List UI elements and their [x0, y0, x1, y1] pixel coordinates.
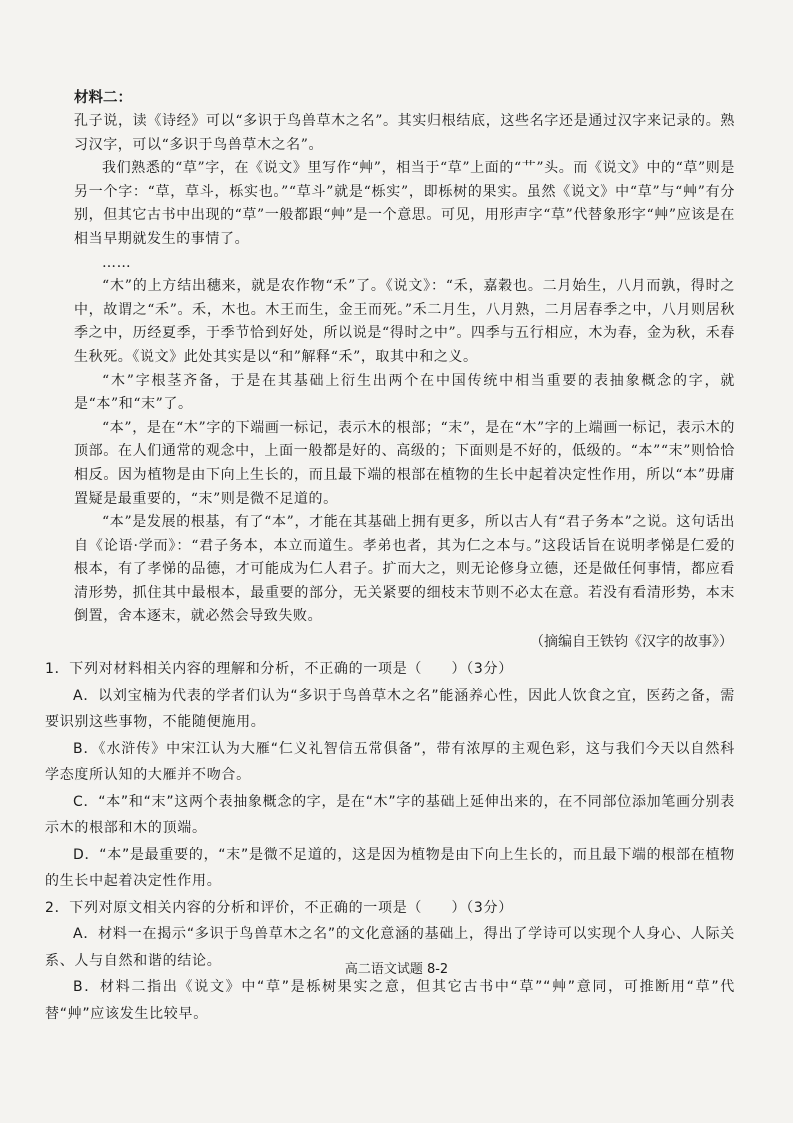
passage-paragraph: “本”是发展的根基，有了“本”，才能在其基础上拥有更多，所以古人有“君子务本”之说。这句话出自《论语·学而》：“君子务本，本立而道生。孝弟也者，其为仁之本与。”这段话旨在说明孝悌是仁爱的根本，有了孝悌的品德，才可能成为仁人君子。扩而大之，则无论修身立德，还是做任何事情，都应看清形势，抓住其中最根本，最重要的部分，无关紧要的细枝末节则不必太在意。若没有看清形势，本末倒置，舍本逐末，就必然会导致失败。: [74, 514, 735, 625]
option-a: A．材料一在揭示“多识于鸟兽草木之名”的文化意涵的基础上，得出了学诗可以实现个人身心、人际关系、人与自然和谐的结论。: [45, 926, 735, 969]
passage-paragraph: 我们熟悉的“草”字，在《说文》里写作“艸”，相当于“草”上面的“艹”头。而《说文》中的“草”则是另一个字：“草，草斗，栎实也。”“草斗”就是“栎实”，即栎树的果实。虽然《说文》中“草”与“艸”有分别，但其它古书中出现的“草”一般都跟“艸”是一个意思。可见，用形声字“草”代替象形字“艸”应该是在相当早期就发生的事情了。: [74, 160, 735, 247]
passage-paragraph: 孔子说，读《诗经》可以“多识于鸟兽草木之名”。其实归根结底，这些名字还是通过汉字来记录的。熟习汉字，可以“多识于鸟兽草木之名”。: [74, 113, 735, 153]
passage-paragraph: “木”字根茎齐备，于是在其基础上衍生出两个在中国传统中相当重要的表抽象概念的字，就是“本”和“末”了。: [74, 372, 735, 413]
passage-ellipsis: ……: [102, 254, 132, 271]
passage: [74, 110, 735, 629]
source-citation: （摘编自王铁钧《汉字的故事》）: [530, 634, 733, 651]
question-stem: 1．下列对材料相关内容的理解和分析，不正确的一项是（ ）（3分）: [45, 661, 513, 678]
question-1: [45, 656, 735, 895]
material-heading: 材料二：: [74, 89, 132, 106]
option-c: C．“本”和“末”这两个表抽象概念的字，是在“木”字的基础上延伸出来的，在不同部位添加笔画分别表示木的根部和木的顶端。: [45, 793, 735, 837]
option-d: D．“本”是最重要的，“末”是微不足道的，这是因为植物是由下向上生长的，而且最下端的根部在植物的生长中起着决定性作用。: [45, 846, 735, 890]
option-a: A．以刘宝楠为代表的学者们认为“多识于鸟兽草木之名”能涵养心性，因此人饮食之宜，医药之备，需要识别这些事物，不能随便施用。: [45, 687, 735, 731]
passage-paragraph: “木”的上方结出穗来，就是农作物“禾”了。《说文》：“禾，嘉穀也。二月始生，八月而孰，得时之中，故谓之“禾”。禾，木也。木王而生，金王而死。”禾二月生，八月熟，二月居春季之中，八月则居秋季之中，历经夏季，于季节恰到好处，所以说是“得时之中”。四季与五行相应，木为春，金为秋，禾春生秋死。《说文》此处其实是以“和”解释“禾”，取其中和之义。: [74, 278, 735, 365]
option-b: B．《水浒传》中宋江认为大雁“仁义礼智信五常俱备”，带有浓厚的主观色彩，这与我们今天以自然科学态度所认知的大雁并不吻合。: [45, 740, 735, 784]
page-footer: 高二语文试题 8-2: [344, 962, 449, 977]
question-stem: 2．下列对原文相关内容的分析和评价，不正确的一项是（ ）（3分）: [45, 899, 513, 916]
passage-paragraph: “本”，是在“木”字的下端画一标记，表示木的根部；“末”，是在“木”字的上端画一标记，表示木的顶部。在人们通常的观念中，上面一般都是好的、高级的；下面则是不好的，低级的。“本”“末”则恰恰相反。因为植物是由下向上生长的，而且最下端的根部在植物的生长中起着决定性作用，所以“本”毋庸置疑是最重要的，“末”则是微不足道的。: [74, 419, 735, 507]
option-b: B．材料二指出《说文》中“草”是栎树果实之意，但其它古书中“草”“艸”意同，可推断用“草”代替“艸”应该发生比较早。: [45, 979, 735, 1022]
